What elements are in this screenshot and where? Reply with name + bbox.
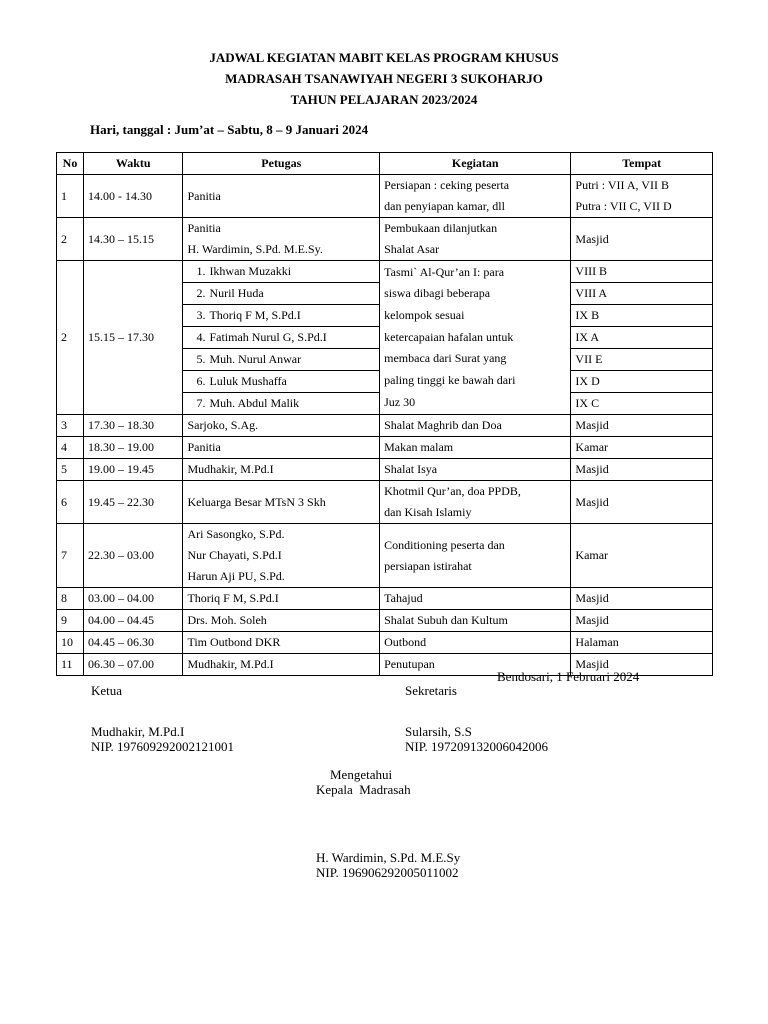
kegiatan-line: siswa dibagi beberapa bbox=[384, 286, 491, 301]
sekretaris-name: Sularsih, S.S bbox=[405, 724, 472, 739]
col-header-waktu: Waktu bbox=[84, 153, 183, 175]
kegiatan-line: Juz 30 bbox=[384, 394, 416, 409]
cell-tempat: Masjid bbox=[571, 654, 713, 676]
petugas-name: Luluk Mushaffa bbox=[209, 374, 287, 388]
sekretaris-role: Sekretaris bbox=[405, 683, 457, 698]
cell-petugas: Sarjoko, S.Ag. bbox=[183, 415, 380, 437]
list-number: 4. bbox=[196, 330, 206, 344]
doc-title-line1: JADWAL KEGIATAN MABIT KELAS PROGRAM KHUSUS bbox=[209, 50, 559, 65]
cell-no: 10 bbox=[57, 632, 84, 654]
cell-waktu: 06.30 – 07.00 bbox=[84, 654, 183, 676]
petugas-line: Ari Sasongko, S.Pd. bbox=[187, 527, 285, 541]
cell-waktu: 22.30 – 03.00 bbox=[84, 524, 183, 588]
cell-tempat: IX C bbox=[571, 393, 713, 415]
cell-petugas bbox=[183, 305, 380, 327]
table-header-row bbox=[57, 153, 713, 175]
kegiatan-line: Shalat Asar bbox=[384, 242, 440, 256]
cell-tempat: Masjid bbox=[571, 588, 713, 610]
kepala-name: H. Wardimin, S.Pd. M.E.Sy bbox=[316, 850, 461, 865]
table-row bbox=[57, 588, 713, 610]
cell-kegiatan: Shalat Subuh dan Kultum bbox=[380, 610, 571, 632]
kegiatan-line: kelompok sesuai bbox=[384, 307, 465, 322]
cell-kegiatan: Outbond bbox=[380, 632, 571, 654]
place-date: Bendosari, 1 Februari 2024 bbox=[497, 669, 640, 684]
cell-kegiatan bbox=[380, 481, 571, 524]
kegiatan-line: Khotmil Qur’an, doa PPDB, bbox=[384, 484, 521, 498]
cell-no: 6 bbox=[57, 481, 84, 524]
petugas-name: Muh. Abdul Malik bbox=[209, 396, 300, 410]
cell-no: 2 bbox=[57, 218, 84, 261]
cell-no: 4 bbox=[57, 437, 84, 459]
cell-tempat: Kamar bbox=[571, 524, 713, 588]
cell-waktu: 15.15 – 17.30 bbox=[84, 261, 183, 415]
table-row bbox=[57, 218, 713, 261]
cell-no: 3 bbox=[57, 415, 84, 437]
petugas-line: Harun Aji PU, S.Pd. bbox=[187, 569, 285, 583]
kegiatan-line: ketercapaian hafalan untuk bbox=[384, 329, 514, 344]
cell-kegiatan bbox=[380, 524, 571, 588]
petugas-name: Thoriq F M, S.Pd.I bbox=[209, 308, 301, 322]
cell-petugas: Panitia bbox=[183, 437, 380, 459]
table-row bbox=[57, 610, 713, 632]
kepala-nip: NIP. 196906292005011002 bbox=[316, 865, 459, 880]
table-row bbox=[57, 415, 713, 437]
ketua-nip: NIP. 197609292002121001 bbox=[91, 739, 235, 754]
cell-petugas bbox=[183, 283, 380, 305]
petugas-name: Nuril Huda bbox=[209, 286, 264, 300]
cell-tempat: VIII B bbox=[571, 261, 713, 283]
kegiatan-line: Pembukaan dilanjutkan bbox=[384, 221, 498, 235]
cell-kegiatan bbox=[380, 175, 571, 218]
cell-kegiatan: Shalat Isya bbox=[380, 459, 571, 481]
list-number: 6. bbox=[196, 374, 206, 388]
table-row bbox=[57, 175, 713, 218]
table-row bbox=[57, 459, 713, 481]
doc-title-line3: TAHUN PELAJARAN 2023/2024 bbox=[290, 92, 478, 107]
cell-no: 5 bbox=[57, 459, 84, 481]
list-number: 2. bbox=[196, 286, 206, 300]
table-row bbox=[57, 524, 713, 588]
cell-petugas bbox=[183, 261, 380, 283]
cell-no: 11 bbox=[57, 654, 84, 676]
date-line: Hari, tanggal : Jum’at – Sabtu, 8 – 9 Januari 2024 bbox=[90, 122, 369, 137]
cell-waktu: 17.30 – 18.30 bbox=[84, 415, 183, 437]
petugas-name: Fatimah Nurul G, S.Pd.I bbox=[209, 330, 327, 344]
cell-no: 2 bbox=[57, 261, 84, 415]
ketua-name: Mudhakir, M.Pd.I bbox=[91, 724, 185, 739]
cell-waktu: 19.00 – 19.45 bbox=[84, 459, 183, 481]
table-row bbox=[57, 481, 713, 524]
cell-kegiatan: Shalat Maghrib dan Doa bbox=[380, 415, 571, 437]
kegiatan-line: dan penyiapan kamar, dll bbox=[384, 199, 505, 213]
cell-tempat: Masjid bbox=[571, 610, 713, 632]
list-number: 1. bbox=[196, 264, 206, 278]
tempat-line: Putri : VII A, VII B bbox=[575, 178, 669, 192]
kegiatan-line: membaca dari Surat yang bbox=[384, 351, 507, 366]
cell-tempat: IX B bbox=[571, 305, 713, 327]
cell-tempat: VIII A bbox=[571, 283, 713, 305]
ketua-role: Ketua bbox=[91, 683, 123, 698]
petugas-name: Muh. Nurul Anwar bbox=[209, 352, 302, 366]
cell-tempat: Kamar bbox=[571, 437, 713, 459]
kepala-role-line2: Kepala Madrasah bbox=[316, 782, 411, 797]
kegiatan-line: Persiapan : ceking peserta bbox=[384, 178, 510, 192]
col-header-petugas: Petugas bbox=[183, 153, 380, 175]
table-row bbox=[57, 261, 713, 283]
doc-title-line2: MADRASAH TSANAWIYAH NEGERI 3 SUKOHARJO bbox=[225, 71, 543, 86]
cell-tempat: Masjid bbox=[571, 481, 713, 524]
cell-no: 1 bbox=[57, 175, 84, 218]
kegiatan-line: persiapan istirahat bbox=[384, 558, 472, 573]
cell-petugas bbox=[183, 327, 380, 349]
sekretaris-nip: NIP. 197209132006042006 bbox=[405, 739, 549, 754]
cell-no: 9 bbox=[57, 610, 84, 632]
cell-petugas bbox=[183, 393, 380, 415]
petugas-line: H. Wardimin, S.Pd. M.E.Sy. bbox=[187, 242, 323, 256]
cell-tempat bbox=[571, 175, 713, 218]
cell-waktu: 04.00 – 04.45 bbox=[84, 610, 183, 632]
cell-kegiatan: Makan malam bbox=[380, 437, 571, 459]
petugas-name: Ikhwan Muzakki bbox=[209, 264, 292, 278]
cell-petugas: Panitia bbox=[183, 175, 380, 218]
cell-no: 8 bbox=[57, 588, 84, 610]
cell-kegiatan bbox=[380, 218, 571, 261]
list-number: 5. bbox=[196, 352, 206, 366]
kepala-role-line1: Mengetahui bbox=[330, 767, 393, 782]
kegiatan-line: Tasmi` Al-Qur’an I: para bbox=[384, 264, 505, 279]
cell-tempat: IX A bbox=[571, 327, 713, 349]
col-header-no: No bbox=[57, 153, 84, 175]
cell-petugas bbox=[183, 218, 380, 261]
cell-petugas: Drs. Moh. Soleh bbox=[183, 610, 380, 632]
cell-petugas bbox=[183, 371, 380, 393]
cell-kegiatan: Tahajud bbox=[380, 588, 571, 610]
kegiatan-line: dan Kisah Islamiy bbox=[384, 505, 472, 519]
list-number: 3. bbox=[196, 308, 206, 322]
cell-petugas bbox=[183, 349, 380, 371]
cell-petugas: Mudhakir, M.Pd.I bbox=[183, 654, 380, 676]
cell-waktu: 18.30 – 19.00 bbox=[84, 437, 183, 459]
cell-tempat: Masjid bbox=[571, 459, 713, 481]
cell-petugas bbox=[183, 524, 380, 588]
cell-petugas: Keluarga Besar MTsN 3 Skh bbox=[183, 481, 380, 524]
petugas-line: Panitia bbox=[187, 221, 221, 235]
cell-tempat: Masjid bbox=[571, 415, 713, 437]
kegiatan-line: Conditioning peserta dan bbox=[384, 537, 505, 552]
list-number: 7. bbox=[196, 396, 206, 410]
cell-no: 7 bbox=[57, 524, 84, 588]
cell-kegiatan: Penutupan bbox=[380, 654, 571, 676]
table-row bbox=[57, 632, 713, 654]
col-header-kegiatan: Kegiatan bbox=[380, 153, 571, 175]
cell-petugas: Mudhakir, M.Pd.I bbox=[183, 459, 380, 481]
cell-tempat: VII E bbox=[571, 349, 713, 371]
cell-tempat: IX D bbox=[571, 371, 713, 393]
schedule-table bbox=[56, 152, 713, 676]
cell-petugas: Tim Outbond DKR bbox=[183, 632, 380, 654]
cell-waktu: 04.45 – 06.30 bbox=[84, 632, 183, 654]
col-header-tempat: Tempat bbox=[571, 153, 713, 175]
cell-waktu: 19.45 – 22.30 bbox=[84, 481, 183, 524]
cell-tempat: Halaman bbox=[571, 632, 713, 654]
cell-waktu: 14.30 – 15.15 bbox=[84, 218, 183, 261]
tempat-line: Putra : VII C, VII D bbox=[575, 199, 672, 213]
cell-petugas: Thoriq F M, S.Pd.I bbox=[183, 588, 380, 610]
cell-tempat: Masjid bbox=[571, 218, 713, 261]
kegiatan-line: paling tinggi ke bawah dari bbox=[384, 373, 516, 388]
cell-waktu: 14.00 - 14.30 bbox=[84, 175, 183, 218]
cell-waktu: 03.00 – 04.00 bbox=[84, 588, 183, 610]
table-row bbox=[57, 437, 713, 459]
cell-kegiatan bbox=[380, 261, 571, 415]
petugas-line: Nur Chayati, S.Pd.I bbox=[187, 548, 282, 562]
